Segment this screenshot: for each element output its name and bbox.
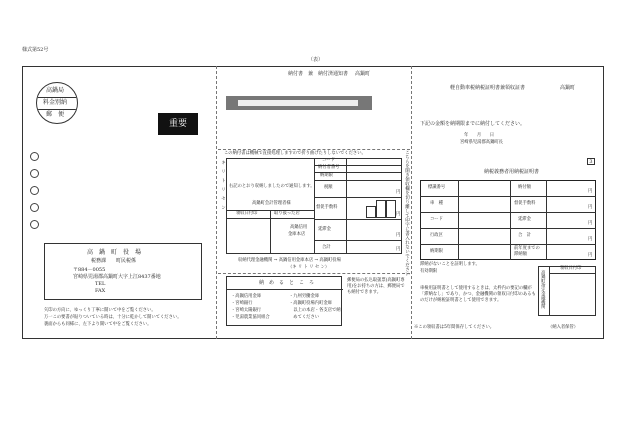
cert-r-2: 督促手数料 <box>514 201 536 206</box>
receipt-date-label: 領収日付印 <box>236 211 258 216</box>
row-tax-unit: 円 <box>396 190 401 195</box>
cert-u-3: 円 <box>588 221 593 226</box>
fold-line-right <box>411 66 412 339</box>
postal-mark-line1: 高鍋局 <box>46 87 65 94</box>
row-late-fee: 延滞金 <box>318 227 331 232</box>
cert-note1: 滞納がないことを証明します。 <box>420 262 480 267</box>
cert-keeper: （納入者保管） <box>548 325 579 330</box>
handler-label: 取り扱った店 <box>274 211 300 216</box>
postal-mark <box>36 82 78 124</box>
cert-l-2: 車 種 <box>430 201 443 206</box>
left-instruction-2: 万一この要書が貼りついている時は、十分に乾かして開いてください。 <box>44 315 182 320</box>
row-total: 合計 <box>322 245 331 250</box>
row-total-unit: 円 <box>396 247 401 252</box>
cert-note3: 車検用証明書として使用するときは、太枠内の要記の欄が「滞納なし」であり、かつ、金融機関の領収日付印のあるものだけが納税証明書として使用できます。 <box>420 286 536 303</box>
side-cut-label: キ リ ト リ セ ン <box>220 160 226 210</box>
important-badge: 重要 <box>158 113 198 135</box>
row-code: コード <box>322 158 335 163</box>
cert-u-1: 円 <box>588 189 593 194</box>
bank-seal-line2: 金庫本店 <box>288 232 306 237</box>
payment-places-title: 納 め る と こ ろ <box>259 280 315 286</box>
row-tax-amount: 税額 <box>324 185 333 190</box>
cert-r-4: 合 計 <box>518 233 531 238</box>
post-office-note: 郵便局の払込取扱票(高鍋町専用)をお持ちの方は、郵便局でも納付できます。 <box>347 278 405 295</box>
cert-table <box>420 180 596 260</box>
cert-u-2: 円 <box>588 205 593 210</box>
cert-receipt-label: 領収日付印 <box>560 266 582 271</box>
cert-tax-title: 納税義務者用納税証明書 <box>484 169 540 175</box>
punch-hole-1 <box>30 152 39 161</box>
cert-l-4: 行政区 <box>430 233 443 238</box>
postal-mark-line3: 郵 便 <box>46 111 65 118</box>
fold-line-left <box>216 66 217 339</box>
place-left-4: ・児湯農業協同組合 <box>231 315 270 320</box>
postal-mark-line2: 料金別納 <box>43 99 68 106</box>
place-right-1: ・九州労働金庫 <box>289 294 320 299</box>
place-left-2: ・宮崎銀行 <box>231 301 253 306</box>
cert-note4: ※この領収書は5年間保存してください。 <box>414 325 495 330</box>
form-code: 様式第52号 <box>22 47 49 53</box>
cert-title: 軽自動車税納税証明書兼領収証書 <box>450 85 526 91</box>
row-dunning-unit: 円 <box>396 212 401 217</box>
place-right-2: ・高鍋町役場内町金庫 <box>289 301 332 306</box>
cert-u-4: 円 <box>588 237 593 242</box>
bank-seal-line1: 高鍋信用 <box>290 225 308 230</box>
cert-u-5: 円 <box>588 253 593 258</box>
punch-hole-3 <box>30 186 39 195</box>
cert-stamp-label: 高鍋町指定金融機関 <box>540 270 546 309</box>
tear-note: この納付書は機械で直接処理しますので折り曲げたりしないでください。 <box>224 151 366 156</box>
route-cut-label: （キ リ ト リ セ ン） <box>288 265 330 270</box>
row-due-date: 納期限 <box>320 173 333 178</box>
route-text: 収納代理金融機関 → 高鍋信用金庫本店 → 高鍋町役場 <box>238 258 341 263</box>
place-right-4: めてください <box>289 315 320 320</box>
punch-hole-2 <box>30 169 39 178</box>
received-notice: 右記のとおり収納しましたので通知します。 <box>229 184 315 189</box>
cert-r-5: 前年度までの滞納額 <box>514 246 540 257</box>
left-instruction-1: 矢印の方向に、ゆっくり丁寧に開いて中をご覧ください。 <box>44 308 156 313</box>
sender-tel: TEL <box>95 281 106 287</box>
cert-l-3: コード <box>430 217 443 222</box>
cert-l-5: 納期限 <box>430 249 443 254</box>
row-late-unit: 円 <box>396 233 401 238</box>
cert-r-3: 延滞金 <box>518 217 531 222</box>
cert-issuer: 高鍋町 <box>560 85 576 91</box>
row-dunning-fee: 督促手数料 <box>316 205 338 210</box>
sender-title: 高 鍋 町 役 場 <box>87 249 142 256</box>
left-instruction-3: 裏面からも同様に、左下より開いて中をご覧ください。 <box>44 322 152 327</box>
sender-postal: 〒884－0055 <box>73 267 106 273</box>
barcode-strip <box>226 96 372 110</box>
cert-page-mark: 3 <box>587 158 595 165</box>
sender-fax: FAX <box>95 288 106 294</box>
cert-r-1: 納付額 <box>518 185 531 190</box>
cert-mayor: 宮崎県児湯郡高鍋町長 <box>460 140 503 145</box>
cert-l-1: 標識番号 <box>428 185 446 190</box>
cert-instruction: 下記の金額を納期限までに納付してください。 <box>420 121 526 127</box>
punch-hole-5 <box>30 220 39 229</box>
place-left-1: ・高鍋信用金庫 <box>231 294 262 299</box>
header-label: （表） <box>308 57 324 63</box>
sender-address: 宮崎県児湯郡高鍋町大字上江8437番地 <box>73 274 161 280</box>
digit-boxes <box>366 200 396 218</box>
notice-title: 納付書 兼 納付済通知書 <box>288 71 349 77</box>
row-payer-number: 納付者番号 <box>318 165 340 170</box>
right-side-label: こちらを開き領収欄を切り離して印字に書入れないでください <box>404 150 410 276</box>
place-right-3: 以上の本店・各支店で納 <box>289 308 341 313</box>
punch-hole-4 <box>30 203 39 212</box>
tear-line <box>218 149 410 150</box>
payment-places-box <box>226 276 342 326</box>
sender-box <box>44 243 202 300</box>
notice-issuer: 高鍋町 <box>355 71 371 77</box>
sender-dept: 税務課 町民税係 <box>91 258 137 264</box>
cert-note2: 有効期限 <box>420 269 438 274</box>
place-left-3: ・宮崎太陽銀行 <box>231 308 262 313</box>
cert-date: 年 月 日 <box>464 133 495 138</box>
treasurer-label: 高鍋町会計管理者様 <box>252 201 291 206</box>
